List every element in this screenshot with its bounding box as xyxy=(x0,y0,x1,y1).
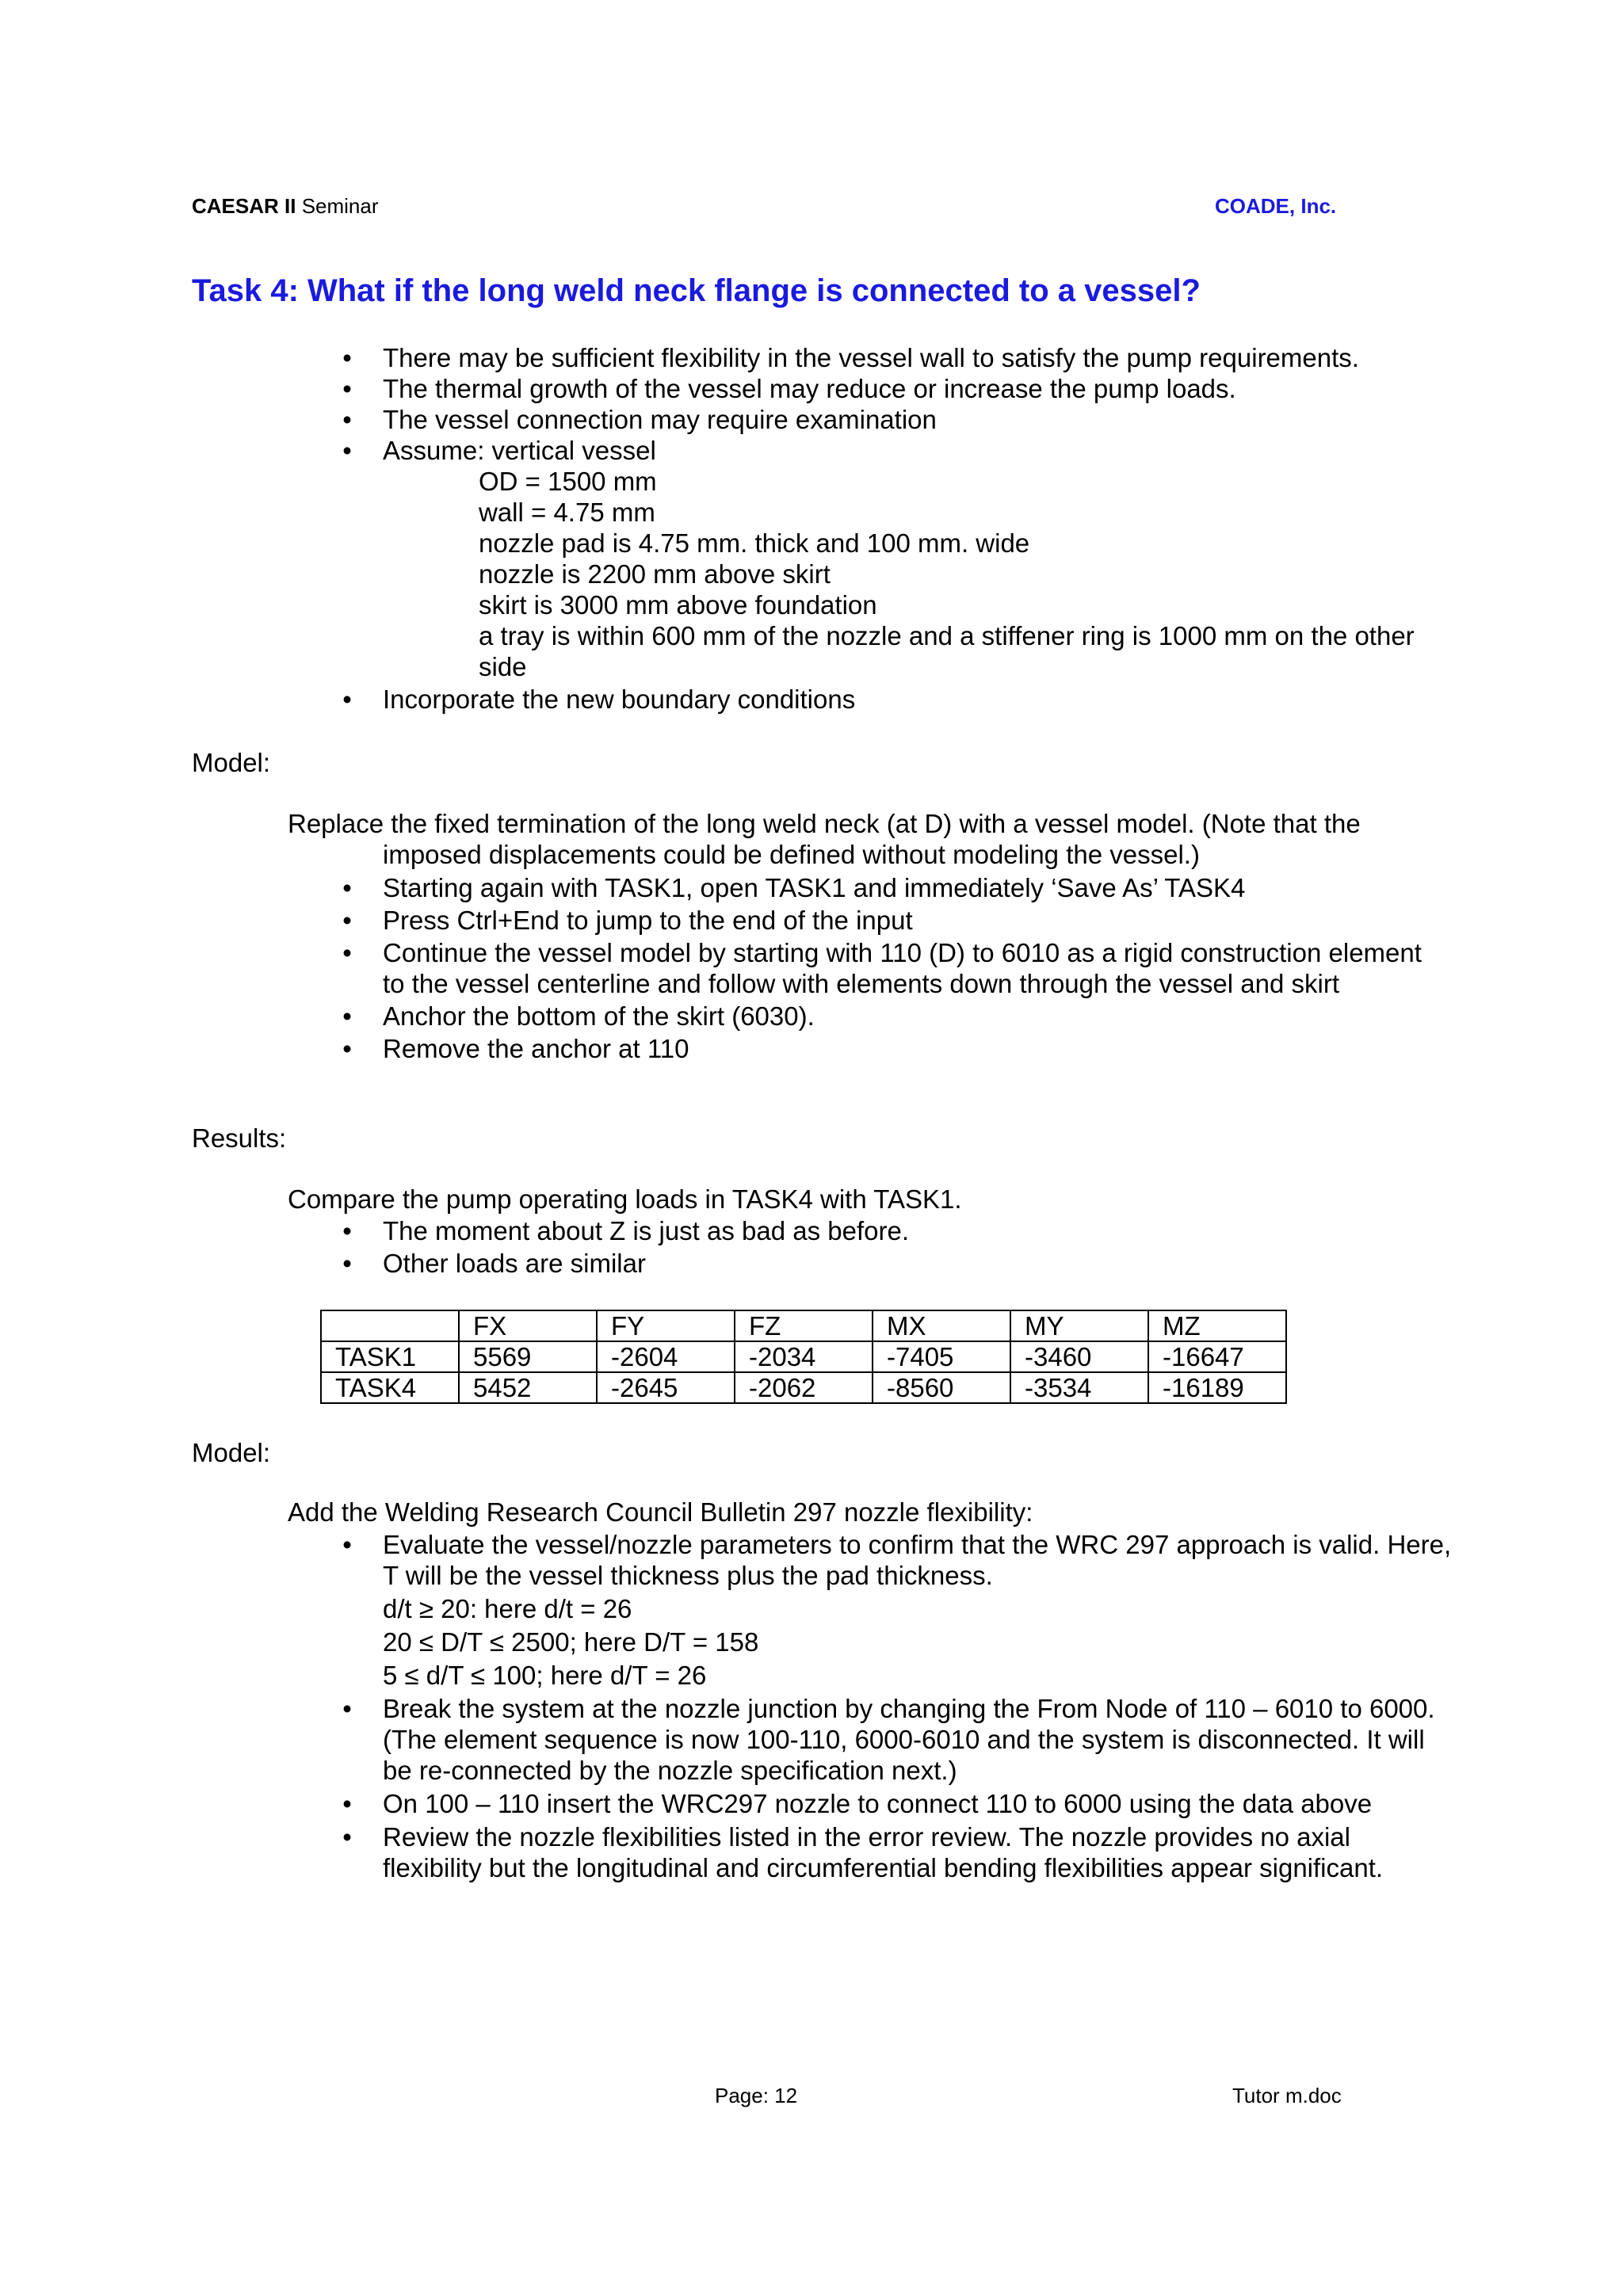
task-title: Task 4: What if the long weld neck flange is connected to a vessel? xyxy=(192,273,1201,308)
intro-section xyxy=(342,342,1453,715)
list-item: • Evaluate the vessel/nozzle parameters to confirm that the WRC 297 approach is valid. Here, T will be the vessel thickness plus the pad thickness. d/t ≥ 20: here d/t = 26 20 ≤ D/T ≤ 2500; here D/T = 158 5 ≤ d/T ≤ 100; here d/T = 26 xyxy=(342,1530,1452,1690)
table-cell: MX xyxy=(873,1310,1010,1341)
list-item: • The thermal growth of the vessel may reduce or increase the pump loads. xyxy=(342,374,1236,403)
file-name: Tutor m.doc xyxy=(1232,2084,1342,2107)
list-item: • Press Ctrl+End to jump to the end of the input xyxy=(342,906,913,935)
model-label: Model: xyxy=(192,748,271,777)
header-seminar: Seminar xyxy=(296,194,379,218)
list-item: • On 100 – 110 insert the WRC297 nozzle to connect 110 to 6000 using the data above xyxy=(342,1789,1373,1818)
header-product: CAESAR II xyxy=(192,194,296,218)
table-cell: FZ xyxy=(735,1310,873,1341)
table-cell: FX xyxy=(459,1310,597,1341)
list-item: • Review the nozzle flexibilities listed in the error review. The nozzle provides no axial flexibility but the longitudinal and circumferential bending flexibilities appear significant. xyxy=(342,1822,1384,1882)
list-item: • The vessel connection may require examination xyxy=(342,405,937,434)
list-item: • Starting again with TASK1, open TASK1 and immediately ‘Save As’ TASK4 xyxy=(342,873,1246,902)
list-item: • Assume: vertical vessel OD = 1500 mm wall = 4.75 mm nozzle pad is 4.75 mm. thick and 100 mm. wide nozzle is 2200 mm above skirt skirt is 3000 mm above foundation a tray is within 600 mm of the nozzle and a stiffener ring is 1000 mm on the other side xyxy=(383,435,1453,682)
table-cell: -16647 xyxy=(1148,1341,1286,1372)
table-cell: -8560 xyxy=(873,1372,1010,1403)
table-cell: -3534 xyxy=(1010,1372,1148,1403)
table-cell: MY xyxy=(1010,1310,1148,1341)
table-cell: -2062 xyxy=(735,1372,873,1403)
assumptions-list: OD = 1500 mm wall = 4.75 mm nozzle pad is 4.75 mm. thick and 100 mm. wide nozzle is 2200 mm above skirt skirt is 3000 mm above foundation a tray is within 600 mm of the nozzle and a stiffener ring is 1000 mm on the other side xyxy=(479,467,1415,681)
table-cell: -2034 xyxy=(735,1341,873,1372)
list-item: • Continue the vessel model by starting with 110 (D) to 6010 as a rigid construction element to the vessel centerline and follow with elements down through the vessel and skirt xyxy=(342,938,1422,998)
table-cell: -2604 xyxy=(597,1341,735,1372)
table-cell: TASK4 xyxy=(321,1372,459,1403)
list-item: • Remove the anchor at 110 xyxy=(342,1034,689,1063)
list-item: • Anchor the bottom of the skirt (6030). xyxy=(342,1001,815,1031)
table-cell: -2645 xyxy=(597,1372,735,1403)
table-cell: FY xyxy=(597,1310,735,1341)
list-item: • Incorporate the new boundary conditions xyxy=(342,685,856,714)
results-label: Results: xyxy=(192,1123,287,1153)
list-item: • Other loads are similar xyxy=(342,1249,646,1278)
table-cell: 5569 xyxy=(459,1341,597,1372)
table-cell: -16189 xyxy=(1148,1372,1286,1403)
model-section: Replace the fixed termination of the long weld neck (at D) with a vessel model. (Note that the imposed displacements could be defined without modeling the vessel.) • Starting again with TASK1, open TASK1 and immediately ‘Save As’ TASK4 • Press Ctrl+End to jump to the end of the input • Continue the vessel model by starting with 110 (D) to 6010 as a rigid construction element to the vessel centerline and follow with elements down through the vessel and skirt • Anchor the bottom of the skirt (6030). • Remove the anchor at 110 xyxy=(288,808,1453,1064)
list-item: • There may be sufficient flexibility in the vessel wall to satisfy the pump requirements. xyxy=(342,343,1359,372)
list-item: • The moment about Z is just as bad as before. xyxy=(342,1216,910,1245)
header-company: COADE, Inc. xyxy=(1215,194,1337,218)
table-cell xyxy=(321,1310,459,1341)
page-number: Page: 12 xyxy=(715,2084,798,2107)
table-cell: -3460 xyxy=(1010,1341,1148,1372)
table-cell: -7405 xyxy=(873,1341,1010,1372)
table-row xyxy=(321,1372,1286,1403)
table-header-row xyxy=(321,1310,1286,1341)
header-left xyxy=(192,194,379,219)
model-label-2: Model: xyxy=(192,1438,271,1467)
wrc-section: Add the Welding Research Council Bulletin 297 nozzle flexibility: • Evaluate the vessel/nozzle parameters to confirm that the WRC 297 approach is valid. Here, T will be the vessel thickness plus the pad thickness. d/t ≥ 20: here d/t = 26 20 ≤ D/T ≤ 2500; here D/T = 158 5 ≤ d/T ≤ 100; here d/T = 26 • Break the system at the nozzle junction by changing the From Node of 110 – 6010 to 6000. (The element sequence is now 100-110, 6000-6010 and the system is disconnected. It will be re-connected by the nozzle specification next.) • On 100 – 110 insert the WRC297 nozzle to connect 110 to 6000 using the data above • Review the nozzle flexibilities listed in the error review. The nozzle provides no axial flexibility but the longitudinal and circumferential bending flexibilities appear significant. xyxy=(288,1497,1452,1882)
results-section: Compare the pump operating loads in TASK4 with TASK1. • The moment about Z is just as bad as before. • Other loads are similar xyxy=(288,1184,1453,1279)
table-cell: 5452 xyxy=(459,1372,597,1403)
loads-table xyxy=(320,1310,1287,1404)
table-row xyxy=(321,1341,1286,1372)
table-cell: TASK1 xyxy=(321,1341,459,1372)
list-item: • Break the system at the nozzle junction by changing the From Node of 110 – 6010 to 6000. (The element sequence is now 100-110, 6000-6010 and the system is disconnected. It will be re-connected by the nozzle specification next.) xyxy=(342,1694,1435,1785)
table-cell: MZ xyxy=(1148,1310,1286,1341)
